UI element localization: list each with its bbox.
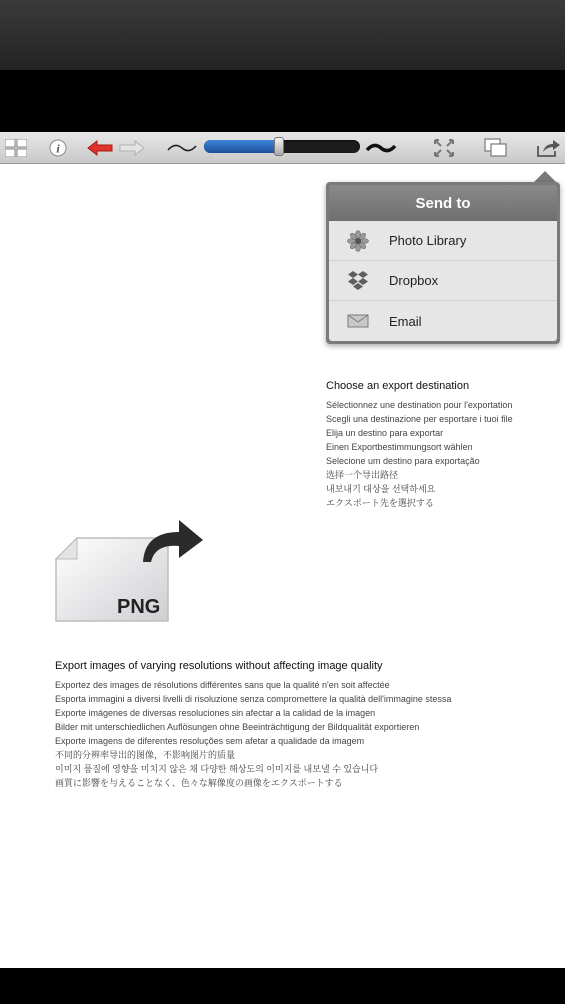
export-help-heading: Choose an export destination: [326, 380, 470, 392]
help-line: 画質に影響を与えることなく、色々な解像度の画像をエクスポートする: [55, 778, 343, 788]
fullscreen-icon[interactable]: [430, 132, 458, 164]
svg-text:i: i: [56, 141, 60, 156]
help-line: Esporta immagini a diversi livelli di risoluzione senza compromettere la qualità dell'immagine stessa: [55, 694, 452, 704]
help-line: Einen Exportbestimmungsort wählen: [326, 442, 473, 452]
help-line: Bilder mit unterschiedlichen Auflösungen ohne Beeinträchtigung der Bildqualität exportieren: [55, 722, 420, 732]
undo-arrow-icon[interactable]: [86, 132, 114, 164]
send-to-email[interactable]: [329, 301, 557, 341]
help-line: Elija un destino para exportar: [326, 428, 444, 438]
redo-arrow-icon[interactable]: [118, 132, 146, 164]
dropbox-icon: [347, 270, 369, 292]
help-line: Exportez des images de résolutions différentes sans que la qualité n'en soit affectée: [55, 680, 390, 690]
send-to-photo-library[interactable]: [329, 221, 557, 261]
resolution-export-help: [55, 660, 555, 790]
send-to-list: [329, 221, 557, 341]
send-to-dropbox[interactable]: [329, 261, 557, 301]
export-destination-help: [326, 380, 561, 510]
send-to-label: Dropbox: [389, 273, 439, 288]
app-top-band: [0, 70, 565, 132]
help-line: Exporte imágenes de diversas resoluciones sin afectar a la calidad de la imagen: [55, 708, 376, 718]
envelope-icon: [347, 310, 369, 332]
help-line: Sélectionnez une destination pour l'exportation: [326, 400, 513, 410]
help-line: エクスポート先を選択する: [326, 498, 434, 508]
thick-stroke-icon: [364, 132, 398, 164]
grid-icon[interactable]: [4, 132, 28, 164]
png-help-heading: Export images of varying resolutions without affecting image quality: [55, 660, 383, 672]
png-badge: PNG: [117, 596, 161, 618]
help-line: 不同的分辨率导出的图像，不影响图片的质量: [55, 750, 236, 760]
send-to-label: Email: [389, 313, 422, 329]
send-to-popover: [326, 182, 560, 344]
slider-fill: [204, 140, 279, 153]
send-to-label: Photo Library: [389, 233, 467, 248]
export-arrow-icon: [141, 518, 205, 564]
layers-icon[interactable]: [482, 132, 510, 164]
status-bar: [0, 0, 565, 70]
brush-size-slider[interactable]: [204, 140, 360, 153]
help-line: 내보내기 대상을 선택하세요: [326, 484, 436, 494]
thin-stroke-icon: [166, 132, 198, 164]
help-line: Selecione um destino para exportação: [326, 456, 480, 466]
slider-thumb[interactable]: [274, 137, 284, 156]
help-line: 이미지 품질에 영향을 미치지 않은 채 다양한 해상도의 이미지를 내보낼 수 있습니다: [55, 764, 379, 774]
share-icon[interactable]: [534, 132, 562, 164]
help-line: 选择一个导出路径: [326, 470, 399, 480]
help-line: Scegli una destinazione per esportare i tuoi file: [326, 414, 513, 424]
popover-title: Send to: [329, 185, 557, 221]
flower-icon: [347, 230, 369, 252]
info-icon[interactable]: [48, 132, 68, 164]
help-line: Exporte imagens de diferentes resoluções sem afetar a qualidade da imagem: [55, 736, 365, 746]
navigation-bar: [0, 968, 565, 1004]
